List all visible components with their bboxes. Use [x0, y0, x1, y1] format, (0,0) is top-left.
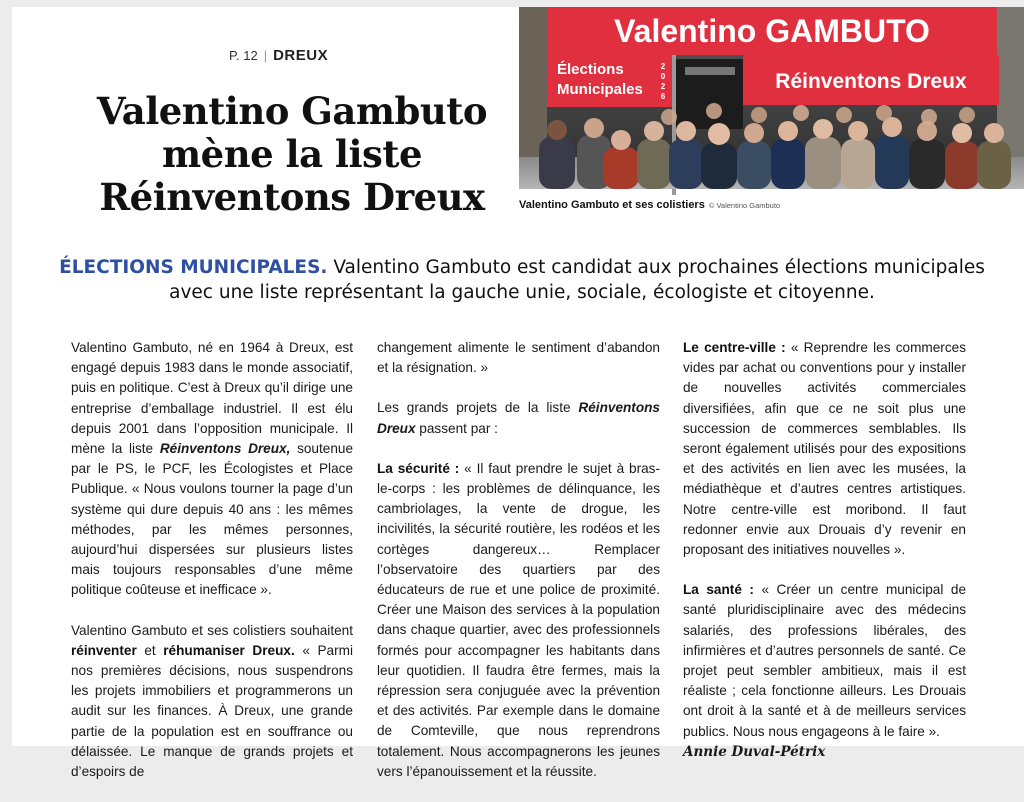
sign-elections: Élections: [557, 61, 624, 78]
col1-paragraph-2: [71, 621, 353, 783]
campaign-photo-illustration: [519, 7, 1024, 189]
article-column-2: [377, 338, 660, 802]
newspaper-page: [12, 7, 1024, 780]
year-digit-4: 6: [660, 92, 666, 101]
subhead-centre-ville: Le centre-ville :: [683, 340, 786, 355]
article-column-1: [71, 338, 353, 802]
text-run: « Reprendre les commerces vides par achat ou conventions pour y installer de nouvelles activités commerciales diversifiées, afin que ce ne soit plus une succession de commerces semblables. Ils seront également utilisés pour des expositions et des activités en lien avec les musées, la médiathèque et d’autres centres artistiques. Notre centre-ville est moribond. Il faut redonner envie aux Drouais d’y revenir en proposant des initiatives nouvelles ».: [683, 340, 966, 558]
year-digit-1: 2: [660, 62, 666, 71]
text-run: Valentino Gambuto et ses colistiers souhaitent: [71, 622, 353, 638]
col3-paragraph-centre-ville: [683, 338, 966, 560]
text-run: Les grands projets de la liste: [377, 400, 579, 416]
article-headline: [52, 90, 532, 219]
year-digit-2: 0: [660, 72, 666, 81]
text-run: passent par :: [415, 420, 498, 436]
section-city: DREUX: [273, 47, 329, 64]
col3-paragraph-sante: [683, 580, 966, 742]
article-author: Annie Duval-Pétrix: [683, 743, 826, 760]
text-run: Valentino Gambuto, né en 1964 à Dreux, est engagé depuis 1983 dans le monde associatif, puis en politique. C’est à Dreux qu’il dirige une entreprise d’emballage industriel. Il est élu depuis 2001 dans l’opposition municipale. Il mène la liste: [71, 340, 353, 457]
col2-paragraph-1: changement alimente le sentiment d’abandon et la résignation. »: [377, 340, 660, 376]
banner-name: Valentino GAMBUTO: [614, 13, 930, 49]
list-name-emphasis: Réinventons Dreux: [377, 400, 660, 436]
list-name-emphasis: Réinventons Dreux,: [159, 441, 291, 457]
bold-run: réinventer: [71, 642, 137, 658]
article-column-3: [683, 338, 966, 762]
col2-paragraph-securite: [377, 459, 660, 782]
text-run: « Il faut prendre le sujet à bras-le-corps : les problèmes de délinquance, les cambriolages, la vente de drogue, les incivilités, la sécurité routière, les rodéos et les cortèges dangereux… Remplacer l’observatoire des quartiers par des éducateurs de rue et une police de proximité. Créer une Maison des services à la population dans chaque quartier, avec des professionnels formés pour accompagner les habitants dans leur quotidien. Il faudra être fermes, mais la répression sera conjuguée avec la prévention et des activités. Par exemple dans le domaine de Comteville, que nous reprendrons totalement. Nous accompagnerons les jeunes vers l’épanouissement et la réussite.: [377, 460, 660, 779]
subhead-securite: La sécurité :: [377, 460, 460, 476]
section-kicker: [229, 47, 328, 64]
text-run: « Parmi nos premières décisions, nous suspendrons les projets immobiliers et programmerons un audit sur les finances. À Dreux, une grande partie de la population est en souffrance ou délaissée. Le manque de grands projets et d’espoirs de: [71, 642, 353, 780]
col1-paragraph-1: [71, 338, 353, 601]
year-digit-3: 2: [660, 82, 666, 91]
text-run: soutenue par le PS, le PCF, les Écologistes et Place Publique. « Nous voulons tourner la page d’un système qui dure depuis 40 ans : les mêmes méthodes, par les mêmes personnes, aujourd’hui dispersées sur plusieurs listes mais toujours responsables d’une même politique coûteuse et inefficace ».: [71, 441, 354, 598]
subhead-sante: La santé :: [683, 582, 754, 598]
text-run: « Créer un centre municipal de santé pluridisciplinaire avec des médecins salariés, des professions libérales, des infirmières et d’autres personnels de santé. Ce projet peut sembler ambitieux, mais il est réaliste ; cela fonctionne ailleurs. Les Drouais ont droit à la santé et à de meilleurs services publics. Nous nous engageons à le faire ».: [683, 582, 966, 739]
photo-credit: © Valentino Gambuto: [708, 201, 781, 210]
deck-text: Valentino Gambuto est candidat aux prochaines élections municipales avec une liste représentant la gauche unie, sociale, écologiste et citoyenne.: [169, 257, 985, 303]
sign-reinventons-dreux: Réinventons Dreux: [775, 70, 967, 93]
caption-text: Valentino Gambuto et ses colistiers: [519, 199, 705, 211]
col2-paragraph-2: [377, 398, 660, 438]
headline-line-2: mène la liste: [162, 132, 422, 176]
bold-run: réhumaniser Dreux.: [163, 642, 295, 658]
headline-line-1: Valentino Gambuto: [96, 89, 488, 133]
photo-caption: [519, 199, 780, 211]
page-number: P. 12: [229, 48, 258, 63]
headline-line-3: Réinventons Dreux: [99, 175, 485, 219]
text-run: et: [136, 642, 164, 658]
article-deck: [52, 255, 992, 305]
sign-municipales: Municipales: [557, 81, 643, 98]
campaign-photo: [519, 7, 1024, 189]
deck-lead: ÉLECTIONS MUNICIPALES.: [59, 257, 328, 278]
kicker-separator: |: [263, 48, 268, 63]
